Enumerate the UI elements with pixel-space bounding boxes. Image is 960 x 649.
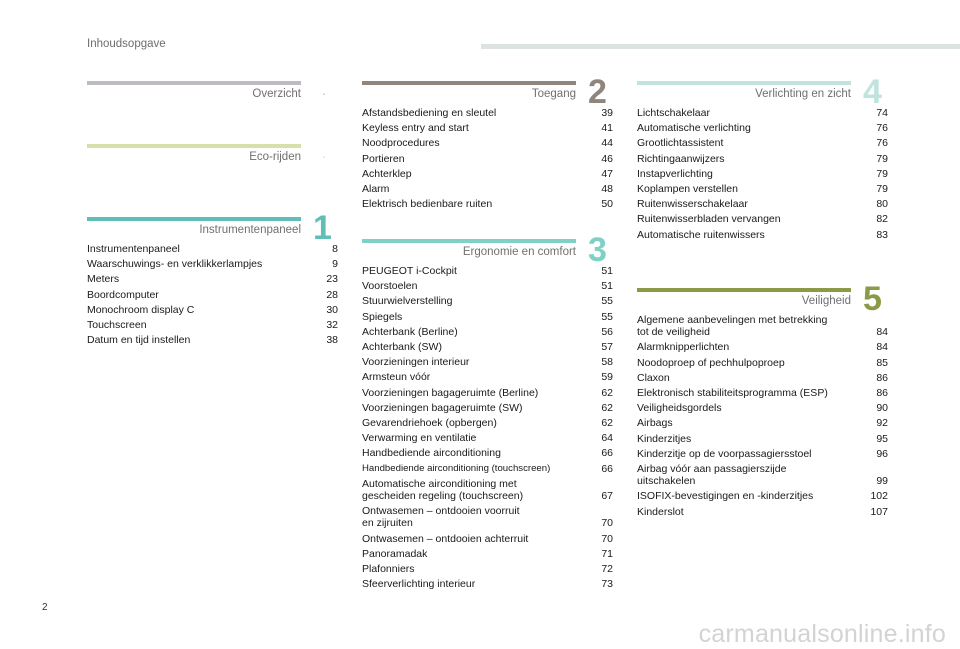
toc-entry-label: Handbediende airconditioning [362, 447, 501, 460]
toc-entry-page: 71 [601, 547, 613, 560]
toc-entry-label: Voorzieningen bagageruimte (SW) [362, 401, 523, 414]
toc-entry [637, 341, 888, 356]
page-number: 2 [42, 602, 48, 613]
toc-entry-label: Waarschuwings- en verklikkerlampjes [87, 258, 263, 271]
toc-entry-label: Algemene aanbevelingen met betrekking tot de veiligheid [637, 314, 828, 339]
toc-entry [362, 371, 613, 386]
toc-entry-label: Alarm [362, 183, 390, 196]
section-toegang [362, 73, 613, 221]
toc-entry-label: Veiligheidsgordels [637, 402, 722, 415]
toc-entry-label: Ruitenwisserbladen vervangen [637, 213, 781, 226]
toc-list [637, 107, 888, 244]
section-number: 4 [863, 73, 882, 111]
toc-entry-label: Voorzieningen interieur [362, 356, 470, 369]
toc-entry-page: 85 [876, 356, 888, 369]
toc-entry-page: 66 [601, 447, 613, 460]
toc-entry-page: 9 [332, 258, 338, 271]
toc-entry-label: Airbag vóór aan passagierszijde uitschakelen [637, 463, 787, 488]
toc-entry [87, 258, 338, 273]
toc-entry-page: 62 [601, 417, 613, 430]
toc-entry [637, 372, 888, 387]
toc-list [362, 107, 613, 213]
toc-entry [362, 153, 613, 168]
section-marker: . [322, 145, 326, 161]
toc-entry [637, 153, 888, 168]
toc-list [362, 265, 613, 593]
toc-entry-label: Armsteun vóór [362, 371, 431, 384]
toc-entry-label: Ruitenwisserschakelaar [637, 198, 748, 211]
toc-entry-page: 70 [601, 517, 613, 530]
toc-entry-label: Ontwasemen – ontdooien achterruit [362, 532, 529, 545]
toc-entry-page: 66 [601, 462, 613, 475]
toc-entry-page: 99 [876, 475, 888, 488]
toc-entry-label: Grootlichtassistent [637, 137, 724, 150]
toc-entry-page: 76 [876, 122, 888, 135]
toc-entry-label: Afstandsbediening en sleutel [362, 107, 497, 119]
section-title: Toegang [531, 88, 576, 100]
section-title: Instrumentenpaneel [199, 224, 301, 236]
toc-entry [362, 447, 613, 462]
toc-entry-label: Achterbank (SW) [362, 341, 442, 354]
toc-entry-page: 48 [601, 183, 613, 196]
toc-entry [637, 198, 888, 213]
section-number: 3 [588, 231, 607, 269]
section-instrumentenpaneel [87, 209, 338, 357]
toc-entry-page: 90 [876, 402, 888, 415]
toc-entry-page: 79 [876, 183, 888, 196]
toc-entry-page: 28 [326, 288, 338, 301]
toc-entry [87, 334, 338, 349]
toc-entry-label: Spiegels [362, 310, 403, 323]
toc-entry [637, 506, 888, 521]
toc-entry-label: Lichtschakelaar [637, 107, 710, 119]
toc-entry-page: 57 [601, 341, 613, 354]
toc-entry-label: Claxon [637, 371, 670, 384]
toc-entry [362, 295, 613, 310]
toc-entry-page: 51 [601, 280, 613, 293]
toc-entry-page: 58 [601, 356, 613, 369]
toc-entry-page: 55 [601, 310, 613, 323]
toc-entry-label: Elektrisch bedienbare ruiten [362, 198, 493, 211]
toc-entry-page: 84 [876, 326, 888, 339]
toc-entry-page: 59 [601, 371, 613, 384]
toc-entry-page: 73 [601, 578, 613, 591]
toc-entry [362, 341, 613, 356]
toc-entry [637, 357, 888, 372]
section-marker: . [322, 82, 326, 98]
toc-entry [87, 304, 338, 319]
toc-entry-label: Alarmknipperlichten [637, 341, 730, 354]
toc-entry-label: Airbags [637, 417, 673, 430]
toc-entry [362, 168, 613, 183]
toc-entry-label: Panoramadak [362, 547, 428, 560]
section-title: Veiligheid [801, 295, 851, 307]
toc-entry [362, 137, 613, 152]
toc-entry-page: 95 [876, 432, 888, 445]
header-rule [481, 44, 960, 49]
toc-entry-label: Handbediende airconditioning (touchscreen) [362, 462, 551, 474]
toc-entry-label: Noodoproep of pechhulpoproep [637, 356, 785, 369]
toc-entry [637, 183, 888, 198]
toc-entry-label: Ontwasemen – ontdooien voorruit en zijruiten [362, 505, 520, 530]
toc-entry [362, 563, 613, 578]
toc-entry [362, 265, 613, 280]
section-title: Eco-rijden [249, 151, 301, 163]
toc-entry [362, 432, 613, 447]
toc-entry [637, 463, 888, 490]
toc-entry-page: 92 [876, 417, 888, 430]
toc-entry-label: Koplampen verstellen [637, 183, 738, 196]
toc-entry-label: Voorstoelen [362, 280, 418, 293]
toc-list [87, 243, 338, 349]
toc-entry-page: 8 [332, 243, 338, 255]
toc-entry-label: Touchscreen [87, 319, 147, 332]
toc-entry [637, 417, 888, 432]
section-eco-rijden [87, 144, 326, 168]
toc-entry-label: Plafonniers [362, 563, 415, 576]
toc-entry-label: Keyless entry and start [362, 122, 469, 135]
toc-entry-label: Voorzieningen bagageruimte (Berline) [362, 386, 539, 399]
toc-entry [637, 314, 888, 341]
toc-entry-page: 72 [601, 563, 613, 576]
toc-entry-page: 62 [601, 401, 613, 414]
toc-entry [362, 311, 613, 326]
toc-entry [637, 122, 888, 137]
toc-entry-label: Achterklep [362, 167, 412, 180]
toc-entry [362, 402, 613, 417]
toc-entry [87, 273, 338, 288]
toc-entry-label: PEUGEOT i-Cockpit [362, 265, 457, 277]
toc-entry-label: Stuurwielverstelling [362, 295, 453, 308]
toc-entry [87, 243, 338, 258]
toc-entry-label: Automatische airconditioning met gescheiden regeling (touchscreen) [362, 477, 524, 503]
toc-entry-label: Kinderslot [637, 505, 684, 518]
toc-entry-label: Portieren [362, 152, 405, 165]
toc-entry-label: Sfeerverlichting interieur [362, 578, 476, 591]
section-veiligheid [637, 280, 888, 528]
toc-entry-page: 62 [601, 386, 613, 399]
toc-entry-page: 82 [876, 213, 888, 226]
toc-entry [362, 533, 613, 548]
toc-entry [637, 137, 888, 152]
toc-entry-label: Kinderzitjes [637, 432, 692, 445]
section-bar [87, 81, 301, 85]
toc-entry [637, 107, 888, 122]
toc-entry [362, 463, 613, 478]
section-bar [637, 81, 851, 85]
toc-entry-label: Richtingaanwijzers [637, 152, 725, 165]
toc-entry [637, 448, 888, 463]
toc-entry-label: Gevarendriehoek (opbergen) [362, 417, 497, 430]
toc-entry [362, 107, 613, 122]
toc-entry-page: 51 [601, 265, 613, 277]
section-title: Ergonomie en comfort [462, 246, 576, 258]
section-bar [637, 288, 851, 292]
toc-entry-page: 84 [876, 341, 888, 354]
section-title: Verlichting en zicht [755, 88, 851, 100]
section-number: 1 [313, 209, 332, 247]
toc-entry-page: 67 [601, 490, 613, 503]
toc-entry [362, 548, 613, 563]
toc-entry-label: Automatische ruitenwissers [637, 228, 765, 241]
toc-entry [362, 326, 613, 341]
toc-entry-label: ISOFIX-bevestigingen en -kinderzitjes [637, 490, 814, 503]
toc-entry [637, 490, 888, 505]
toc-entry [362, 478, 613, 505]
toc-entry-label: Instapverlichting [637, 167, 713, 180]
toc-entry [637, 168, 888, 183]
toc-entry [362, 417, 613, 432]
toc-entry-label: Elektronisch stabiliteitsprogramma (ESP) [637, 387, 828, 400]
toc-entry-page: 39 [601, 107, 613, 119]
toc-entry-page: 86 [876, 371, 888, 384]
toc-entry-page: 107 [870, 505, 888, 518]
toc-entry [637, 402, 888, 417]
toc-entry-label: Datum en tijd instellen [87, 334, 191, 347]
toc-entry [362, 387, 613, 402]
toc-entry-page: 80 [876, 198, 888, 211]
toc-entry-page: 50 [601, 198, 613, 211]
toc-entry-page: 79 [876, 152, 888, 165]
toc-entry [637, 433, 888, 448]
toc-entry-page: 102 [870, 490, 888, 503]
toc-entry [362, 280, 613, 295]
section-overzicht [87, 81, 326, 105]
toc-entry-page: 32 [326, 319, 338, 332]
toc-entry-page: 64 [601, 432, 613, 445]
toc-entry-page: 83 [876, 228, 888, 241]
toc-entry-page: 56 [601, 325, 613, 338]
toc-entry-label: Monochroom display C [87, 303, 195, 316]
toc-entry-page: 47 [601, 167, 613, 180]
watermark-text: carmanualsonline.info [698, 620, 946, 648]
toc-entry-page: 38 [326, 334, 338, 347]
toc-entry-label: Kinderzitje op de voorpassagiersstoel [637, 447, 812, 460]
section-bar [362, 81, 576, 85]
toc-entry-page: 70 [601, 532, 613, 545]
toc-entry-label: Automatische verlichting [637, 122, 751, 135]
section-number: 5 [863, 280, 882, 318]
toc-entry [87, 319, 338, 334]
toc-entry [362, 198, 613, 213]
toc-entry-page: 86 [876, 387, 888, 400]
toc-entry [87, 289, 338, 304]
toc-entry [362, 578, 613, 593]
toc-entry-label: Boordcomputer [87, 288, 159, 301]
toc-entry-page: 74 [876, 107, 888, 119]
toc-entry-page: 79 [876, 167, 888, 180]
section-bar [87, 217, 301, 221]
toc-entry [637, 213, 888, 228]
toc-entry [362, 505, 613, 532]
toc-entry-page: 55 [601, 295, 613, 308]
toc-entry-label: Achterbank (Berline) [362, 325, 458, 338]
toc-entry-label: Verwarming en ventilatie [362, 432, 477, 445]
toc-entry-page: 76 [876, 137, 888, 150]
section-bar [362, 239, 576, 243]
toc-entry [637, 387, 888, 402]
section-title: Overzicht [252, 88, 301, 100]
toc-entry-page: 96 [876, 447, 888, 460]
toc-entry-label: Instrumentenpaneel [87, 243, 180, 255]
toc-entry-page: 46 [601, 152, 613, 165]
toc-entry [362, 183, 613, 198]
section-verlichting-en-zicht [637, 73, 888, 251]
section-number: 2 [588, 73, 607, 111]
page-header-title: Inhoudsopgave [87, 38, 166, 50]
section-bar [87, 144, 301, 148]
toc-entry-page: 30 [326, 303, 338, 316]
toc-entry-page: 44 [601, 137, 613, 150]
toc-entry-label: Noodprocedures [362, 137, 440, 150]
toc-entry [362, 122, 613, 137]
toc-entry [637, 229, 888, 244]
toc-list [637, 314, 888, 521]
toc-entry-page: 23 [326, 273, 338, 286]
toc-entry-label: Meters [87, 273, 120, 286]
toc-entry-page: 41 [601, 122, 613, 135]
toc-entry [362, 356, 613, 371]
section-ergonomie-en-comfort [362, 231, 613, 599]
